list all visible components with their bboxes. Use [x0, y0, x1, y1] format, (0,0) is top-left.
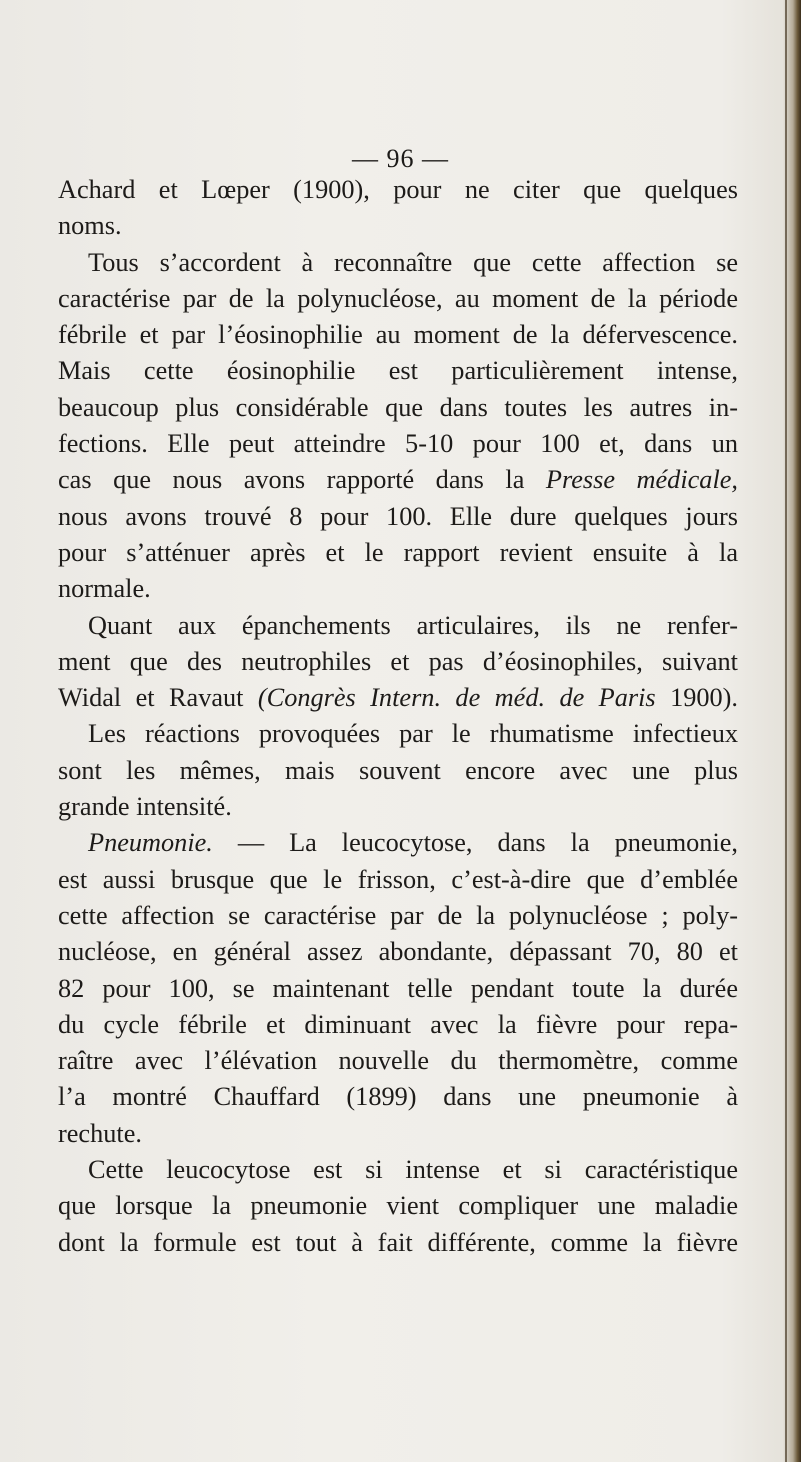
text-line: que lorsque la pneumonie vient compliquer une maladie: [58, 1191, 738, 1221]
text-line: est aussi brusque que le frisson, c’est-à-dire que d’emblée: [58, 864, 738, 894]
text-line: beaucoup plus considérable que dans toutes les autres in-: [58, 392, 738, 422]
text-line: fébrile et par l’éosinophilie au moment de la défervescence.: [58, 320, 738, 350]
text-line: 82 pour 100, se maintenant telle pendant toute la durée: [58, 973, 738, 1003]
section-heading-pneumonie: Pneumonie.: [88, 828, 213, 858]
text-line: nucléose, en général assez abondante, dépassant 70, 80 et: [58, 937, 738, 967]
text-line: Cette leucocytose est si intense et si caractéristique: [88, 1155, 738, 1185]
text-line: cette affection se caractérise par de la polynucléose ; poly-: [58, 900, 738, 930]
text-line: ment que des neutrophiles et pas d’éosinophiles, suivant: [58, 646, 738, 676]
text-line: du cycle fébrile et diminuant avec la fièvre pour repa-: [58, 1009, 738, 1039]
text-line: raître avec l’élévation nouvelle du thermomètre, comme: [58, 1046, 738, 1076]
page-number: — 96 —: [352, 144, 449, 173]
body-text: [58, 172, 738, 1261]
text-line: Mais cette éosinophilie est particulièrement intense,: [58, 356, 738, 386]
text-line: grande intensité.: [58, 792, 232, 822]
text-line: Pneumonie. — La leucocytose, dans la pneumonie,: [88, 828, 738, 858]
congress-citation: (Congrès Intern. de méd. de Paris: [257, 683, 656, 713]
text-line: nous avons trouvé 8 pour 100. Elle dure quelques jours: [58, 501, 738, 531]
text-line: rechute.: [58, 1118, 142, 1148]
text-line: fections. Elle peut atteindre 5-10 pour 100 et, dans un: [58, 429, 738, 459]
page-edge-line: [785, 0, 787, 1462]
text-line: Tous s’accordent à reconnaître que cette affection se: [88, 247, 738, 277]
journal-title: Presse médicale,: [545, 465, 738, 495]
text-line: Achard et Lœper (1900), pour ne citer que quelques: [58, 175, 738, 204]
text-line: Quant aux épanchements articulaires, ils ne renfer-: [88, 610, 738, 640]
text-line: normale.: [58, 574, 151, 604]
text-line: pour s’atténuer après et le rapport revient ensuite à la: [58, 537, 738, 567]
text-line: caractérise par de la polynucléose, au moment de la période: [58, 283, 738, 313]
text-line: sont les mêmes, mais souvent encore avec une plus: [58, 755, 738, 785]
text-line: cas que nous avons rapporté dans la Presse médicale,: [58, 465, 738, 495]
text-line: Les réactions provoquées par le rhumatisme infectieux: [88, 719, 738, 749]
text-line: l’a montré Chauffard (1899) dans une pneumonie à: [58, 1082, 738, 1112]
text-line: Widal et Ravaut (Congrès Intern. de méd. de Paris 1900).: [58, 683, 739, 713]
text-line: noms.: [58, 211, 122, 241]
text-line: dont la formule est tout à fait différente, comme la fièvre: [58, 1227, 738, 1257]
